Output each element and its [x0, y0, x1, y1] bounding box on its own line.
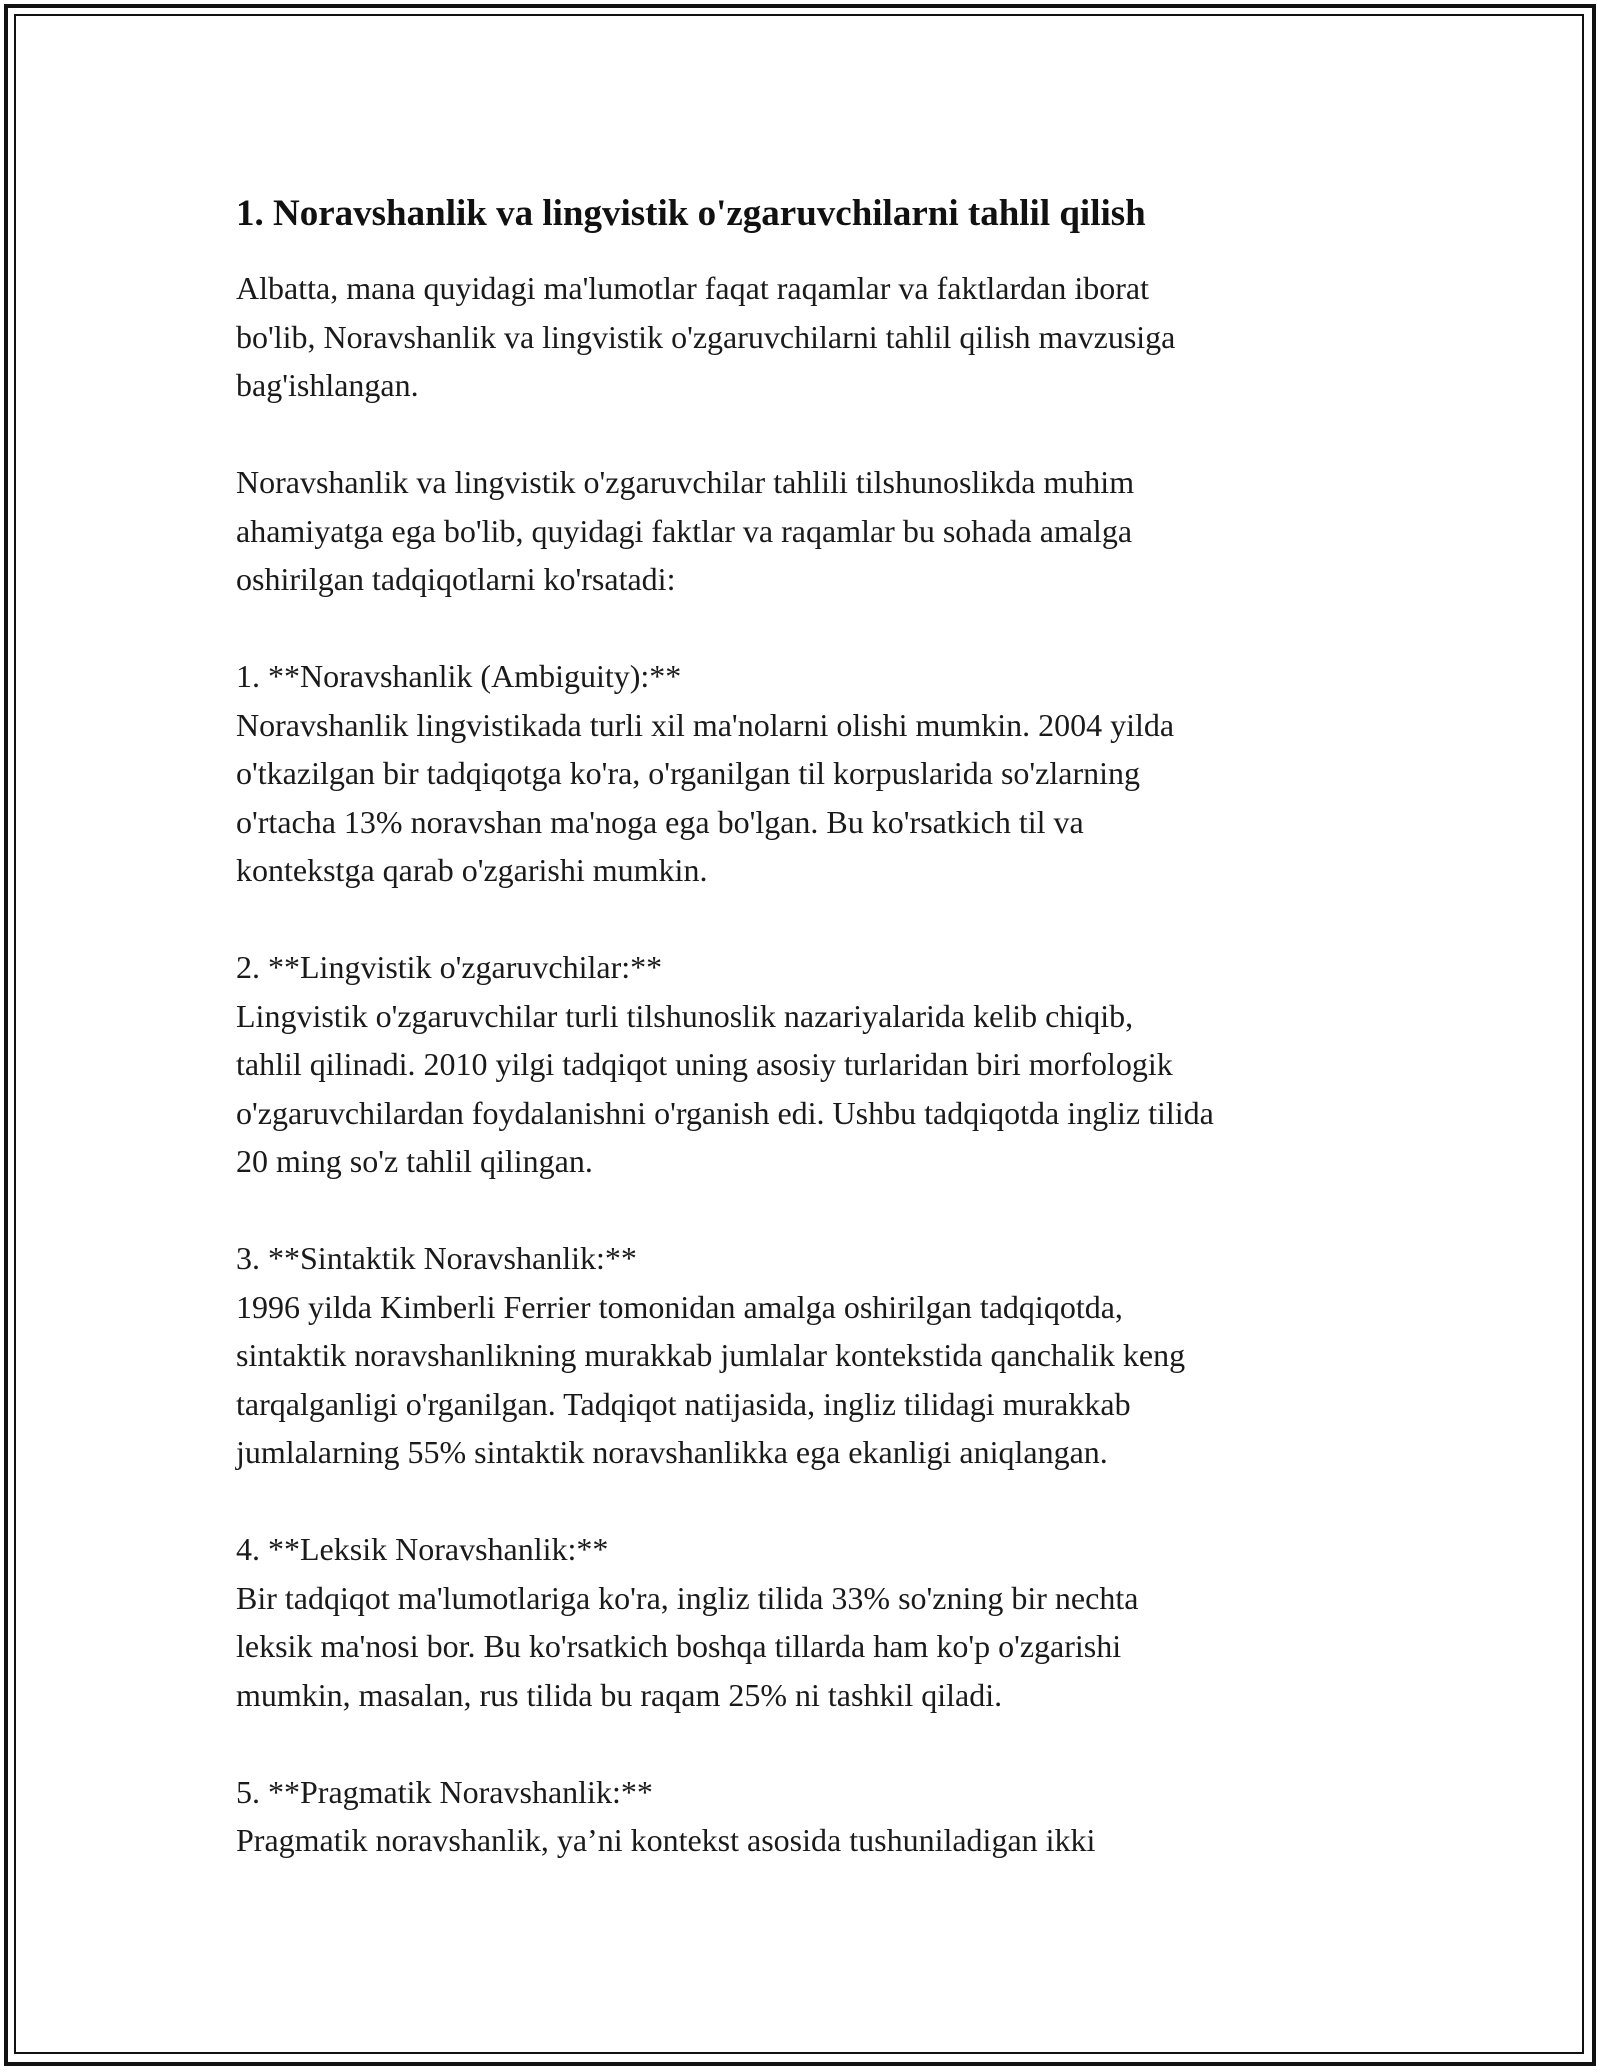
section-heading: 4. **Leksik Noravshanlik:** [236, 1531, 609, 1567]
overview-paragraph: Noravshanlik va lingvistik o'zgaruvchilar tahlili tilshunoslikda muhim ahamiyatga ega bo'lib, quyidagi faktlar va raqamlar bu sohada amalga oshirilgan tadqiqotlarni ko'rsatadi: [236, 464, 1135, 597]
section-heading: 5. **Pragmatik Noravshanlik:** [236, 1773, 653, 1810]
section-heading: 2. **Lingvistik o'zgaruvchilar:** [236, 949, 663, 985]
section-lexical-ambiguity [236, 1525, 1376, 1719]
section-body: Pragmatik noravshanlik, ya’ni kontekst asosida tushuniladigan ikki [236, 1822, 1096, 1858]
section-body: 1996 yilda Kimberli Ferrier tomonidan amalga oshirilgan tadqiqotda, sintaktik noravshanlikning murakkab jumlalar kontekstida qanchalik keng tarqalganligi o'rganilgan. Tadqiqot natijasida, ingliz tilidagi murakkab jumlalarning 55% sintaktik noravshanlikka ega ekanligi aniqlangan. [236, 1288, 1186, 1470]
section-body: Bir tadqiqot ma'lumotlariga ko'ra, ingliz tilida 33% so'zning bir nechta leksik ma'nosi bor. Bu ko'rsatkich boshqa tillarda ham ko'p o'zgarishi mumkin, masalan, rus tilida bu raqam 25% ni tashkil qiladi. [236, 1579, 1139, 1713]
paragraph-spacer [236, 1477, 1376, 1526]
intro-paragraph: Albatta, mana quyidagi ma'lumotlar faqat raqamlar va faktlardan iborat bo'lib, Noravshanlik va lingvistik o'zgaruvchilarni tahlil qilish mavzusiga bag'ishlangan. [236, 270, 1176, 403]
section-body: Noravshanlik lingvistikada turli xil ma'nolarni olishi mumkin. 2004 yilda o'tkazilgan bir tadqiqotga ko'ra, o'rganilgan til korpuslarida so'zlarning o'rtacha 13% noravshan ma'noga ega bo'lgan. Bu ko'rsatkich til va kontekstga qarab o'zgarishi mumkin. [236, 706, 1175, 888]
paragraph-spacer [236, 1719, 1376, 1768]
section-pragmatic-ambiguity [236, 1768, 1376, 1865]
paragraph-spacer [236, 895, 1376, 944]
paragraph-spacer [236, 604, 1376, 653]
paragraph-spacer [236, 410, 1376, 459]
section-syntactic-ambiguity [236, 1234, 1376, 1477]
section-heading: 1. **Noravshanlik (Ambiguity):** [236, 658, 682, 694]
section-ambiguity [236, 652, 1376, 895]
section-body: Lingvistik o'zgaruvchilar turli tilshunoslik nazariyalarida kelib chiqib, tahlil qilinadi. 2010 yilgi tadqiqot uning asosiy turlaridan biri morfologik o'zgaruvchilardan foydalanishni o'rganish edi. Ushbu tadqiqotda ingliz tilida 20 ming so'z tahlil qilingan. [236, 997, 1214, 1179]
paragraph-spacer [236, 1186, 1376, 1235]
section-heading: 3. **Sintaktik Noravshanlik:** [236, 1240, 637, 1276]
document-body [236, 188, 1376, 1865]
page-title: 1. Noravshanlik va lingvistik o'zgaruvchilarni tahlil qilish [236, 193, 1146, 234]
section-linguistic-variables [236, 943, 1376, 1186]
